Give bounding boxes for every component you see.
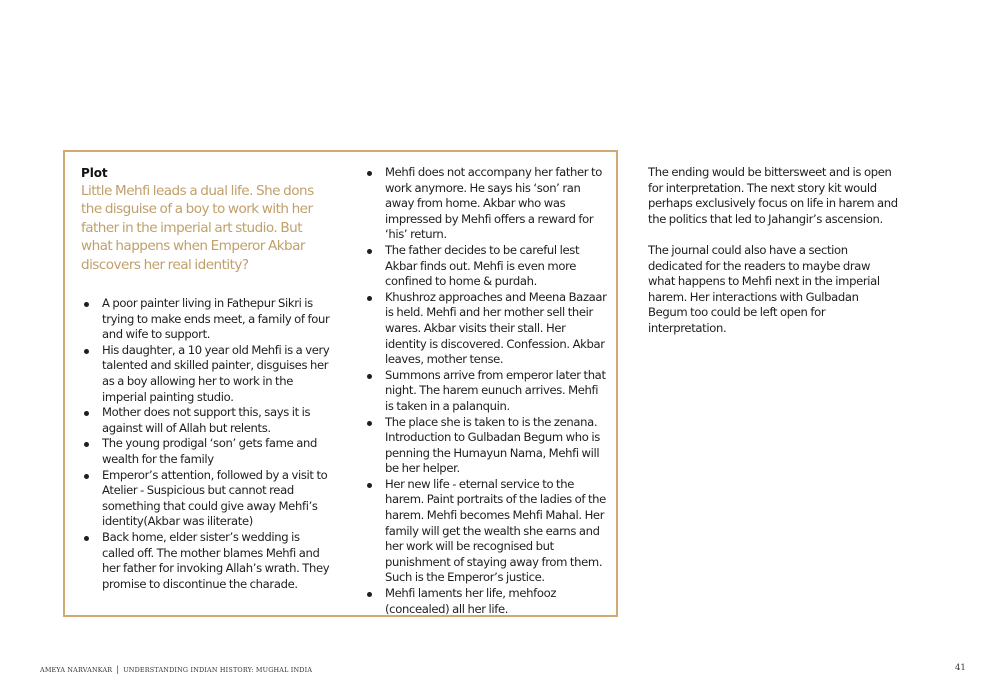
list-item: His daughter, a 10 year old Mehfi is a very talented and skilled painter, disguises her as a boy allowing her to work in the imperial painting studio. (81, 343, 331, 405)
list-item: The father decides to be careful lest Akbar finds out. Mehfi is even more confined to home & purdah. (364, 243, 609, 290)
list-item: Back home, elder sister’s wedding is called off. The mother blames Mehfi and her father for invoking Allah’s wrath. They promise to discontinue the charade. (81, 530, 331, 592)
plot-left-column (81, 165, 331, 592)
journal-paragraph: The journal could also have a section dedicated for the readers to maybe draw what happens to Mehfi next in the imperial harem. Her interactions with Gulbadan Begum too could be left open for interpretation. (648, 242, 880, 335)
plot-right-bullet-list (364, 165, 609, 617)
list-item: The young prodigal ‘son’ gets fame and wealth for the family (81, 436, 331, 467)
footer-running-title (40, 665, 312, 674)
list-item: A poor painter living in Fathepur Sikri is trying to make ends meet, a family of four and wife to support. (81, 296, 331, 343)
notes-column (648, 165, 898, 337)
list-item: Her new life - eternal service to the harem. Paint portraits of the ladies of the harem. Mehfi becomes Mehfi Mahal. Her family will get the wealth she earns and her work will be recognised but punishment of staying away from them. Such is the Emperor’s justice. (364, 477, 609, 586)
list-item: Emperor’s attention, followed by a visit to Atelier - Suspicious but cannot read something that could give away Mehfi’s identity(Akbar was iliterate) (81, 468, 331, 530)
list-item: Khushroz approaches and Meena Bazaar is held. Mehfi and her mother sell their wares. Akbar visits their stall. Her identity is discovered. Confession. Akbar leaves, mother tense. (364, 290, 609, 368)
footer-separator: | (116, 665, 120, 674)
footer-book-title: UNDERSTANDING INDIAN HISTORY: MUGHAL INDIA (123, 666, 313, 674)
list-item: Summons arrive from emperor later that night. The harem eunuch arrives. Mehfi is taken in a palanquin. (364, 368, 609, 415)
plot-lead-text: Little Mehfi leads a dual life. She dons the disguise of a boy to work with her father in the imperial art studio. But what happens when Emperor Akbar discovers her real identity? (81, 183, 314, 273)
plot-heading: Plot (81, 166, 108, 180)
list-item: Mehfi does not accompany her father to work anymore. He says his ‘son’ ran away from home. Akbar who was impressed by Mehfi offers a reward for ‘his’ return. (364, 165, 609, 243)
list-item: The place she is taken to is the zenana. Introduction to Gulbadan Begum who is penning the Humayun Nama, Mehfi will be her helper. (364, 415, 609, 477)
plot-left-bullet-list (81, 296, 331, 592)
list-item: Mehfi laments her life, mehfooz (concealed) all her life. (364, 586, 609, 617)
plot-right-column (364, 165, 609, 617)
footer-author: AMEYA NARVANKAR (40, 666, 113, 674)
ending-paragraph: The ending would be bittersweet and is open for interpretation. The next story kit would perhaps exclusively focus on life in harem and the politics that led to Jahangir’s ascension. (648, 165, 898, 226)
list-item: Mother does not support this, says it is against will of Allah but relents. (81, 405, 331, 436)
page-number: 41 (955, 663, 966, 673)
